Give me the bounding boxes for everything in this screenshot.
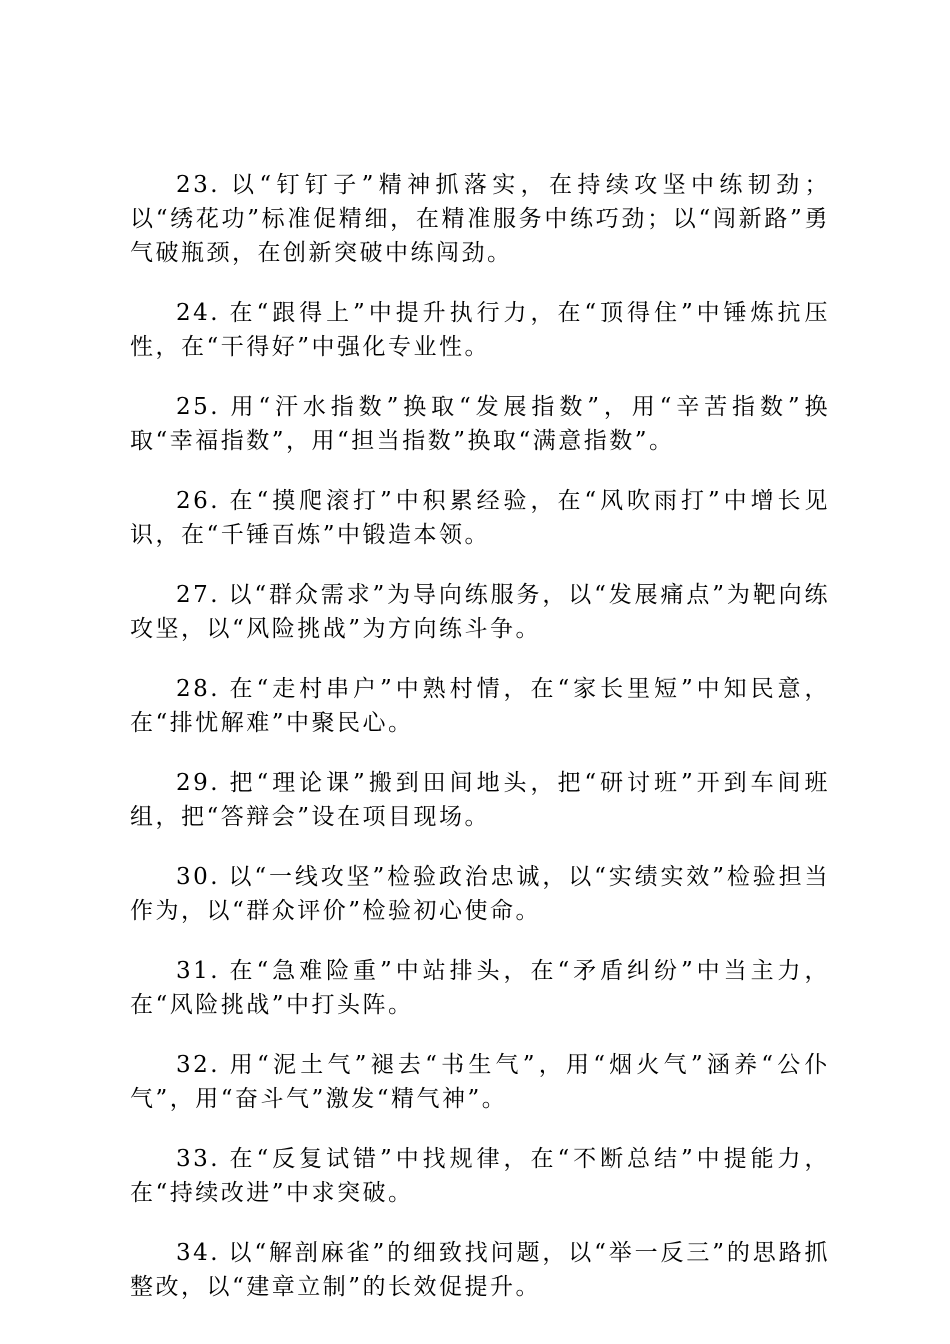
list-item bbox=[130, 860, 830, 928]
document-body bbox=[130, 168, 830, 1330]
item-text: 以“解剖麻雀”的细致找问题，以“举一反三”的思路抓整改，以“建章立制”的长效促提升。 bbox=[130, 1240, 830, 1300]
list-item bbox=[130, 484, 830, 552]
list-item bbox=[130, 1048, 830, 1116]
list-item bbox=[130, 954, 830, 1022]
item-number: 34. bbox=[176, 1240, 221, 1266]
item-text: 以“钉钉子”精神抓落实，在持续攻坚中练韧劲；以“绣花功”标准促精细，在精准服务中练巧劲；以“闯新路”勇气破瓶颈，在创新突破中练闯劲。 bbox=[130, 172, 830, 266]
item-number: 23. bbox=[176, 172, 221, 198]
item-number: 27. bbox=[176, 582, 221, 608]
list-item bbox=[130, 1236, 830, 1304]
item-number: 30. bbox=[176, 864, 221, 890]
item-text: 以“一线攻坚”检验政治忠诚，以“实绩实效”检验担当作为，以“群众评价”检验初心使命。 bbox=[130, 864, 830, 924]
list-item bbox=[130, 390, 830, 458]
item-text: 在“走村串户”中熟村情，在“家长里短”中知民意，在“排忧解难”中聚民心。 bbox=[130, 676, 830, 736]
list-item bbox=[130, 578, 830, 646]
item-text: 以“群众需求”为导向练服务，以“发展痛点”为靶向练攻坚，以“风险挑战”为方向练斗争。 bbox=[130, 582, 830, 642]
item-number: 25. bbox=[176, 394, 221, 420]
item-number: 31. bbox=[176, 958, 221, 984]
item-number: 28. bbox=[176, 676, 221, 702]
item-text: 用“汗水指数”换取“发展指数”，用“辛苦指数”换取“幸福指数”，用“担当指数”换取“满意指数”。 bbox=[130, 394, 830, 454]
list-item bbox=[130, 672, 830, 740]
list-item bbox=[130, 168, 830, 270]
item-text: 用“泥土气”褪去“书生气”，用“烟火气”涵养“公仆气”，用“奋斗气”激发“精气神”。 bbox=[130, 1052, 830, 1112]
item-number: 26. bbox=[176, 488, 221, 514]
item-text: 在“摸爬滚打”中积累经验，在“风吹雨打”中增长见识，在“千锤百炼”中锻造本领。 bbox=[130, 488, 830, 548]
item-text: 把“理论课”搬到田间地头，把“研讨班”开到车间班组，把“答辩会”设在项目现场。 bbox=[130, 770, 830, 830]
list-item bbox=[130, 296, 830, 364]
item-number: 32. bbox=[176, 1052, 221, 1078]
item-number: 29. bbox=[176, 770, 221, 796]
item-text: 在“跟得上”中提升执行力，在“顶得住”中锤炼抗压性，在“干得好”中强化专业性。 bbox=[130, 300, 830, 360]
list-item bbox=[130, 766, 830, 834]
list-item bbox=[130, 1142, 830, 1210]
item-number: 33. bbox=[176, 1146, 221, 1172]
item-text: 在“反复试错”中找规律，在“不断总结”中提能力，在“持续改进”中求突破。 bbox=[130, 1146, 830, 1206]
item-text: 在“急难险重”中站排头，在“矛盾纠纷”中当主力，在“风险挑战”中打头阵。 bbox=[130, 958, 830, 1018]
item-number: 24. bbox=[176, 300, 221, 326]
